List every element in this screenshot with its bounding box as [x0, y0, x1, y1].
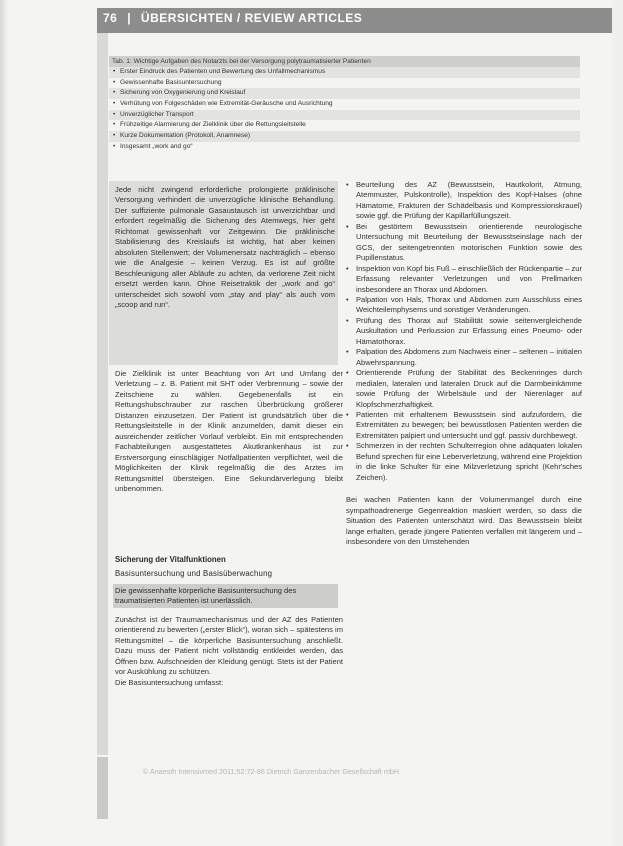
table-row: • Gewissenhafte Basisuntersuchung	[113, 78, 222, 86]
list-item-text: Palpation von Hals, Thorax und Abdomen zum Ausschluss eines Weichteilemphysems und sonstiger Veränderungen.	[356, 294, 582, 315]
section-title: ÜBERSICHTEN / REVIEW ARTICLES	[140, 11, 363, 25]
list-item: • Prüfung des Thorax auf Stabilität sowie seitenvergleichende Auskultation und Perkussion zur Erfassung eines Pneumo- oder Hämatothorax.	[346, 315, 582, 346]
list-item: • Orientierende Prüfung der Stabilität des Beckenringes durch medialen, lateralen und lateralen Druck auf die Darmbeinkämme sowie Prüfung der Wirbelsäule und der Nierenlager auf Klopfschmerzhaftigkeit.	[346, 368, 582, 409]
table-row: • Sicherung von Oxygenierung und Kreislauf	[109, 88, 580, 99]
subsection-heading: Basisuntersuchung und Basisüberwachung	[115, 569, 273, 578]
table-row-text: Gewissenhafte Basisuntersuchung	[120, 78, 222, 86]
highlight-text: Die gewissenhafte körperliche Basisuntersuchung des traumatisierten Patienten ist unerlässlich.	[115, 586, 297, 606]
table-row-text: Frühzeitige Alarmierung der Zielklinik über die Rettungsleitstelle	[120, 121, 306, 129]
list-item-text: Schmerzen in der rechten Schulterregion ohne adäquaten lokalen Befund sprechen für eine Leberverletzung, während eine Projektion in die linke Schulter für eine Milzverletzung spricht (Kehr'sches Zeichen).	[356, 441, 582, 482]
list-item: • Schmerzen in der rechten Schulterregion ohne adäquaten lokalen Befund sprechen für eine Leberverletzung, während eine Projektion in die linke Schulter für eine Milzverletzung spricht (Kehr'sches Zeichen).	[346, 441, 582, 482]
list-item: • Beurteilung des AZ (Bewusstsein, Hautkolorit, Atmung, Atemmuster, Pulskontrolle), Inspektion des Kopf-Halses (ohne Hämatome, Frakturen der Schädelbasis und Kompressionskrauel) sowie ggf. die Prüfung der Kapillarfüllungszeit.	[346, 180, 582, 221]
list-item-text: Prüfung des Thorax auf Stabilität sowie seitenvergleichende Auskultation und Perkussion zur Erfassung eines Pneumo- oder Hämatothorax.	[356, 315, 582, 346]
side-margin-footer-block	[97, 757, 108, 819]
list-item: • Palpation des Abdomens zum Nachweis einer – seltenen – initialen Abwehrspannung.	[346, 347, 582, 367]
table-row: • Frühzeitige Alarmierung der Zielklinik über die Rettungsleitstelle	[113, 121, 306, 129]
page-number: 76	[103, 11, 118, 25]
list-item: • Inspektion von Kopf bis Fuß – einschließlich der Rückenpartie – zur Erfassung relevanter Verletzungen und von Prellmarken insbesondere an Thorax und Abdomen.	[346, 263, 582, 294]
list-item-text: Beurteilung des AZ (Bewusstsein, Hautkolorit, Atmung, Atemmuster, Pulskontrolle), Inspektion des Kopf-Halses (ohne Hämatome, Frakturen der Schädelbasis und Kompressionskrauel) sowie ggf. die Prüfung der Kapillarfüllungszeit.	[356, 180, 582, 221]
list-item-text: Inspektion von Kopf bis Fuß – einschließlich der Rückenpartie – zur Erfassung relevanter Verletzungen und von Prellmarken insbesondere an Thorax und Abdomen.	[356, 263, 582, 294]
footer-copyright: © Anaesth Intensivmed 2011;52:72-86 Dietrich Ganzenbacher Gesellschaft mbH	[143, 767, 400, 776]
header-title-line	[103, 11, 362, 25]
table-row-text: Erster Eindruck des Patienten und Bewertung des Unfallmechanismus	[120, 68, 326, 75]
table-row: • Kurze Dokumentation (Protokoll, Anamnese)	[109, 131, 580, 142]
paragraph-text: Die Basisuntersuchung umfasst:	[115, 677, 224, 687]
right-column	[346, 180, 582, 547]
page-right-edge	[612, 0, 623, 846]
paragraph-text: Die Zielklinik ist unter Beachtung von Art und Umfang der Verletzung – z. B. Patient mit SHT oder Verbrennung – sowie der Zeitschiene zu wählen. Gegebenenfalls ist ein Rettungshubschrauber zur raschen Überbrückung größerer Distanzen einzusetzen. Der Patient ist grundsätzlich über die Rettungsleitstelle in der Klinik anzumelden, damit dieser ein ausreichender zeitlicher Vorlauf verbleibt. Ein mit entsprechenden Fachabteilungen ausgestattetes Akutkrankenhaus ist zur Erstversorgung einschlägiger Notfallpatienten verpflichtet, weil die Möglichkeiten der Klinik regelmäßig die des Arztes im Rettungsmittel übersteigen. Eine Sekundärverlegung bleibt unbenommen.	[115, 369, 343, 493]
list-item-text: Patienten mit erhaltenem Bewusstsein sind aufzufordern, die Extremitäten zu bewegen; bei bewusstlosen Patienten werden die Extremitäten palpiert und untersucht und ggf. passiv durchbewegt.	[356, 409, 582, 440]
left-paragraph-1	[115, 369, 343, 494]
list-item-text: Palpation des Abdomens zum Nachweis einer – seltenen – initialen Abwehrspannung.	[356, 347, 582, 367]
table-row: • Insgesamt „work and go“	[113, 142, 193, 150]
page-edge-shadow	[0, 0, 8, 846]
table-row: • Erster Eindruck des Patienten und Bewertung des Unfallmechanismus	[109, 67, 580, 78]
right-paragraph: Bei wachen Patienten kann der Volumenmangel durch eine sympathoadrenerge Gegenreaktion maskiert werden, so dass die Situation des Patienten unterschätzt wird. Das Bewusstsein bleibt lange erhalten, gerade jüngere Patienten verfallen mit längerem und – insbesondere von den Umstehenden	[346, 495, 582, 546]
task-table	[109, 56, 580, 164]
table-row: • Verhütung von Folgeschäden wie Extremität-Geräusche und Ausrichtung	[113, 100, 333, 108]
key-message-text: Jede nicht zwingend erforderliche prolongierte präklinische Versorgung verhindert die unverzügliche klinische Behandlung. Der suffiziente pulmonale Gasaustausch ist unverzichtbar und erfordert regelmäßig die Sicherung des Atemwegs, hier geht Richtomat gewissenhaft vor Zeitgewinn. Die präklinische Stabilisierung des Kreislaufs ist wichtig, hat aber keinen absoluten Stellenwert; der Volumenersatz nachträglich – ebenso wie die Analgesie – keinen Verzug. Es ist auf größte Beschleunigung aller Abläufe zu achten, da verlorene Zeit nicht ersetzt werden kann. Ohne Reisetraktik der „work and go“ unterscheidet sich sowohl vom „stay and play“ als auch vom „scoop and run“.	[115, 185, 335, 309]
list-item: • Patienten mit erhaltenem Bewusstsein sind aufzufordern, die Extremitäten zu bewegen; bei bewusstlosen Patienten werden die Extremitäten palpiert und untersucht und ggf. passiv durchbewegt.	[346, 409, 582, 440]
table-row-text: Insgesamt „work and go“	[120, 142, 193, 150]
side-margin-strip	[97, 33, 108, 755]
list-item-text: Bei gestörtem Bewusstsein orientierende neurologische Untersuchung mit Beurteilung der Bewusstseinslage nach der GCS, der seitengetrennten motorischen Funktion sowie des Pupillenstatus.	[356, 221, 582, 263]
list-item: • Palpation von Hals, Thorax und Abdomen zum Ausschluss eines Weichteilemphysems und sonstiger Veränderungen.	[346, 294, 582, 315]
left-paragraph-2	[115, 615, 343, 688]
table-row-text: Kurze Dokumentation (Protokoll, Anamnese)	[120, 132, 251, 140]
section-heading: Sicherung der Vitalfunktionen	[115, 555, 226, 564]
table-row: • Unverzüglicher Transport	[109, 110, 580, 121]
header-separator: |	[127, 11, 132, 25]
table-row-text: Unverzüglicher Transport	[120, 110, 194, 118]
table-row-text: Sicherung von Oxygenierung und Kreislauf	[120, 89, 246, 97]
table-caption: Tab. 1: Wichtige Aufgaben des Notarzts bei der Versorgung polytraumatisierter Patienten	[109, 56, 580, 67]
list-item-text: Orientierende Prüfung der Stabilität des Beckenringes durch medialen, lateralen und lateralen Druck auf die Darmbeinkämme sowie Prüfung der Wirbelsäule und der Nierenlager auf Klopfschmerzhaftigkeit.	[356, 368, 582, 409]
paragraph-text: Zunächst ist der Traumamechanismus und der AZ des Patienten orientierend zu bewerten („erster Blick“), woran sich – spätestens im Rettungsmittel – die körperliche Basisuntersuchung anschließt. Dazu muss der Patient nicht vollständig entkleidet werden, das Öffnen bzw. Aufschneiden der Kleidung genügt. Stets ist der Patient vor Auskühlung zu schützen.	[115, 615, 343, 677]
list-item: • Bei gestörtem Bewusstsein orientierende neurologische Untersuchung mit Beurteilung der Bewusstseinslage nach der GCS, der seitengetrennten motorischen Funktion sowie des Pupillenstatus.	[346, 221, 582, 263]
table-row-text: Verhütung von Folgeschäden wie Extremität-Geräusche und Ausrichtung	[120, 100, 333, 108]
